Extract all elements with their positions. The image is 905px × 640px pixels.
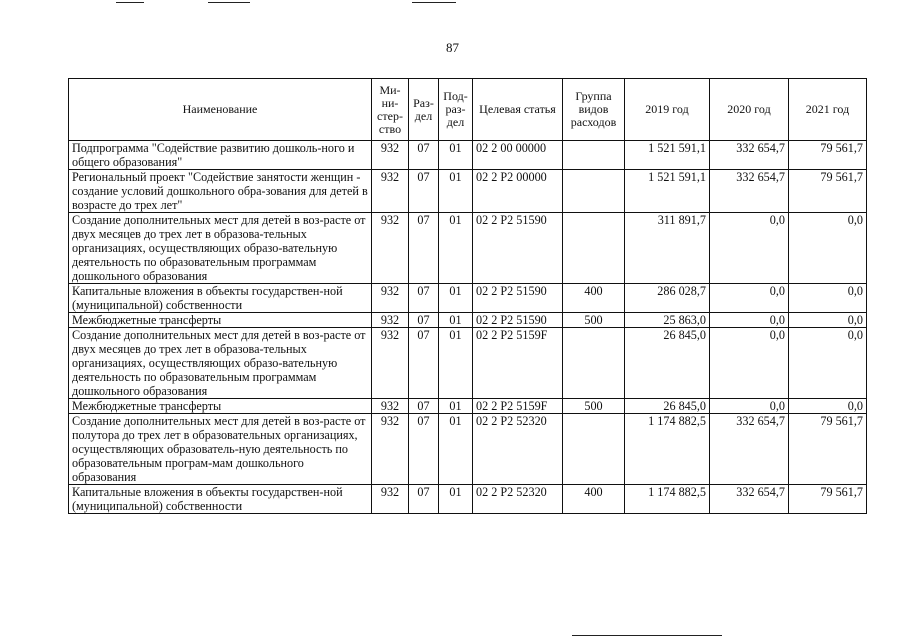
table-row xyxy=(69,141,867,170)
row-name: Создание дополнительных мест для детей в воз-расте от двух месяцев до трех лет в образова-тельных организациях, осуществляющих образо-вательную деятельность по образовательным программам дошкольного образования xyxy=(69,328,372,399)
row-subsection: 01 xyxy=(439,284,473,313)
row-target: 02 2 P2 5159F xyxy=(473,328,563,399)
row-section: 07 xyxy=(409,414,439,485)
row-ministry: 932 xyxy=(372,284,409,313)
row-group xyxy=(563,213,625,284)
row-section: 07 xyxy=(409,313,439,328)
row-2020: 0,0 xyxy=(710,399,789,414)
row-group xyxy=(563,170,625,213)
row-section: 07 xyxy=(409,328,439,399)
table-row xyxy=(69,328,867,399)
header-name: Наименование xyxy=(69,79,372,141)
row-ministry: 932 xyxy=(372,213,409,284)
row-subsection: 01 xyxy=(439,328,473,399)
table-row xyxy=(69,213,867,284)
row-name: Создание дополнительных мест для детей в воз-расте от полутора до трех лет в образовательных организациях, осуществляющих образователь-ную деятельность по образовательным програм-мам дошкольного образования xyxy=(69,414,372,485)
row-ministry: 932 xyxy=(372,141,409,170)
row-ministry: 932 xyxy=(372,170,409,213)
footer-separator-line xyxy=(572,635,722,636)
row-target: 02 2 00 00000 xyxy=(473,141,563,170)
row-name: Создание дополнительных мест для детей в воз-расте от двух месяцев до трех лет в образова-тельных организациях, осуществляющих образо-вательную деятельность по образовательным программам дошкольного образования xyxy=(69,213,372,284)
budget-table xyxy=(68,78,867,514)
row-2020: 0,0 xyxy=(710,313,789,328)
row-2021: 0,0 xyxy=(789,328,867,399)
row-2019: 1 174 882,5 xyxy=(625,414,710,485)
row-2021: 0,0 xyxy=(789,313,867,328)
row-name: Капитальные вложения в объекты государствен-ной (муниципальной) собственности xyxy=(69,485,372,514)
row-target: 02 2 P2 51590 xyxy=(473,213,563,284)
row-target: 02 2 P2 00000 xyxy=(473,170,563,213)
table-row xyxy=(69,284,867,313)
row-subsection: 01 xyxy=(439,414,473,485)
scan-mark xyxy=(116,2,144,3)
scan-mark xyxy=(412,2,456,3)
row-section: 07 xyxy=(409,213,439,284)
header-section: Раз-дел xyxy=(409,79,439,141)
row-ministry: 932 xyxy=(372,485,409,514)
row-2021: 79 561,7 xyxy=(789,170,867,213)
row-2019: 286 028,7 xyxy=(625,284,710,313)
row-group xyxy=(563,141,625,170)
table-row xyxy=(69,414,867,485)
row-group xyxy=(563,328,625,399)
row-subsection: 01 xyxy=(439,170,473,213)
row-group: 500 xyxy=(563,313,625,328)
row-name: Межбюджетные трансферты xyxy=(69,313,372,328)
row-2020: 0,0 xyxy=(710,328,789,399)
table-row xyxy=(69,170,867,213)
header-2020: 2020 год xyxy=(710,79,789,141)
row-2019: 1 174 882,5 xyxy=(625,485,710,514)
row-2019: 1 521 591,1 xyxy=(625,170,710,213)
row-group: 500 xyxy=(563,399,625,414)
header-ministry: Ми-ни-стер-ство xyxy=(372,79,409,141)
row-target: 02 2 P2 51590 xyxy=(473,313,563,328)
row-2021: 79 561,7 xyxy=(789,141,867,170)
row-subsection: 01 xyxy=(439,313,473,328)
row-group xyxy=(563,414,625,485)
row-subsection: 01 xyxy=(439,213,473,284)
row-2021: 0,0 xyxy=(789,284,867,313)
row-2019: 1 521 591,1 xyxy=(625,141,710,170)
row-ministry: 932 xyxy=(372,328,409,399)
row-2019: 26 845,0 xyxy=(625,328,710,399)
table-row xyxy=(69,313,867,328)
row-ministry: 932 xyxy=(372,313,409,328)
row-2021: 0,0 xyxy=(789,213,867,284)
table-row xyxy=(69,485,867,514)
row-group: 400 xyxy=(563,284,625,313)
row-subsection: 01 xyxy=(439,141,473,170)
row-ministry: 932 xyxy=(372,414,409,485)
row-2021: 79 561,7 xyxy=(789,414,867,485)
row-2020: 0,0 xyxy=(710,284,789,313)
row-target: 02 2 P2 5159F xyxy=(473,399,563,414)
row-section: 07 xyxy=(409,170,439,213)
row-2020: 332 654,7 xyxy=(710,170,789,213)
row-2021: 79 561,7 xyxy=(789,485,867,514)
row-name: Подпрограмма "Содействие развитию дошколь-ного и общего образования" xyxy=(69,141,372,170)
row-name: Региональный проект "Содействие занятости женщин - создание условий дошкольного обра-зования для детей в возрасте до трех лет" xyxy=(69,170,372,213)
row-ministry: 932 xyxy=(372,399,409,414)
row-name: Межбюджетные трансферты xyxy=(69,399,372,414)
row-section: 07 xyxy=(409,399,439,414)
header-group: Группа видов расходов xyxy=(563,79,625,141)
row-2019: 26 845,0 xyxy=(625,399,710,414)
row-subsection: 01 xyxy=(439,399,473,414)
row-2020: 332 654,7 xyxy=(710,485,789,514)
header-row xyxy=(69,79,867,141)
scan-mark xyxy=(208,2,250,3)
page-number: 87 xyxy=(446,40,459,55)
row-name: Капитальные вложения в объекты государствен-ной (муниципальной) собственности xyxy=(69,284,372,313)
header-2019: 2019 год xyxy=(625,79,710,141)
row-target: 02 2 P2 51590 xyxy=(473,284,563,313)
row-section: 07 xyxy=(409,485,439,514)
row-section: 07 xyxy=(409,284,439,313)
row-2020: 332 654,7 xyxy=(710,141,789,170)
table-row xyxy=(69,399,867,414)
row-2019: 311 891,7 xyxy=(625,213,710,284)
header-target: Целевая статья xyxy=(473,79,563,141)
row-2021: 0,0 xyxy=(789,399,867,414)
header-2021: 2021 год xyxy=(789,79,867,141)
row-target: 02 2 P2 52320 xyxy=(473,485,563,514)
row-2019: 25 863,0 xyxy=(625,313,710,328)
row-section: 07 xyxy=(409,141,439,170)
header-subsection: Под-раз-дел xyxy=(439,79,473,141)
row-2020: 332 654,7 xyxy=(710,414,789,485)
row-target: 02 2 P2 52320 xyxy=(473,414,563,485)
row-2020: 0,0 xyxy=(710,213,789,284)
row-subsection: 01 xyxy=(439,485,473,514)
row-group: 400 xyxy=(563,485,625,514)
